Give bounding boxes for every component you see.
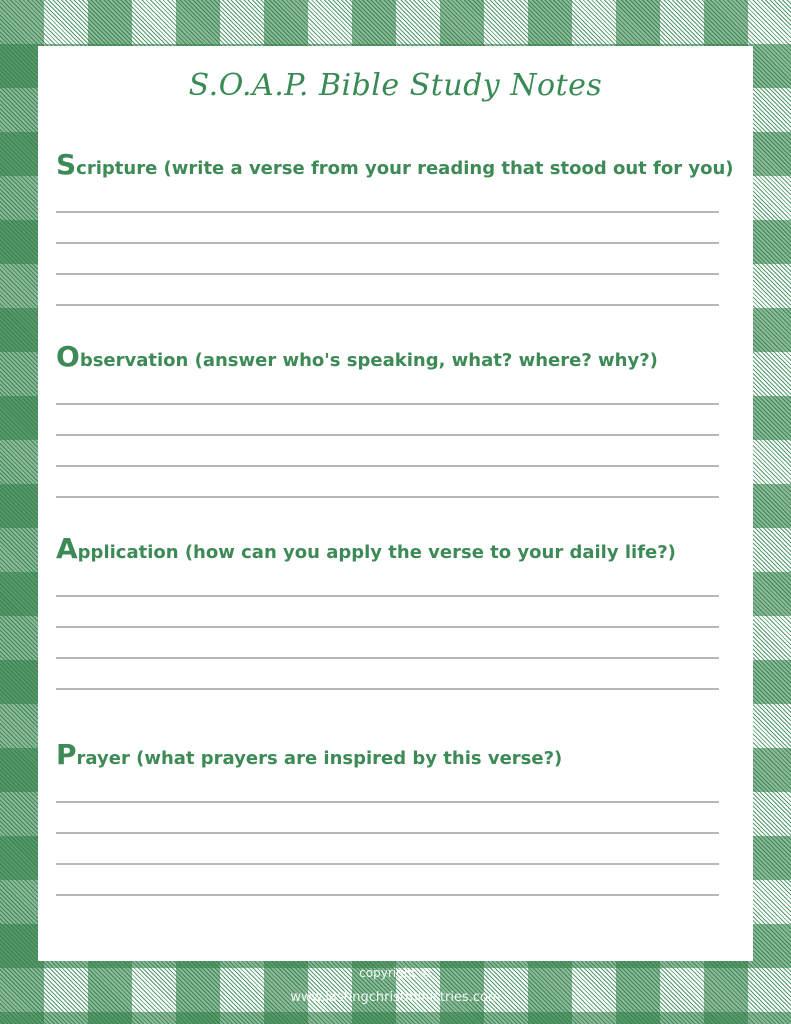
observation-section bbox=[56, 340, 719, 527]
scripture-initial: S bbox=[56, 148, 77, 181]
writing-line[interactable] bbox=[56, 863, 719, 865]
writing-line[interactable] bbox=[56, 211, 719, 213]
prayer-writing-lines[interactable] bbox=[56, 801, 719, 896]
application-initial: A bbox=[56, 532, 78, 565]
writing-line[interactable] bbox=[56, 595, 719, 597]
writing-line[interactable] bbox=[56, 496, 719, 498]
writing-line[interactable] bbox=[56, 657, 719, 659]
writing-line[interactable] bbox=[56, 434, 719, 436]
writing-line[interactable] bbox=[56, 801, 719, 803]
writing-line[interactable] bbox=[56, 832, 719, 834]
website-url: www.lastingchristministries.com bbox=[290, 990, 501, 1005]
application-section bbox=[56, 532, 719, 719]
application-heading bbox=[56, 532, 719, 565]
prayer-heading bbox=[56, 738, 719, 771]
writing-line[interactable] bbox=[56, 465, 719, 467]
writing-line[interactable] bbox=[56, 304, 719, 306]
writing-line[interactable] bbox=[56, 403, 719, 405]
application-writing-lines[interactable] bbox=[56, 595, 719, 690]
worksheet-page bbox=[38, 46, 753, 961]
scripture-prompt: cripture (write a verse from your reading that stood out for you) bbox=[76, 158, 734, 179]
writing-line[interactable] bbox=[56, 273, 719, 275]
page-title: S.O.A.P. Bible Study Notes bbox=[188, 68, 603, 103]
observation-prompt: bservation (answer who's speaking, what? where? why?) bbox=[79, 350, 658, 371]
writing-line[interactable] bbox=[56, 242, 719, 244]
writing-line[interactable] bbox=[56, 688, 719, 690]
writing-line[interactable] bbox=[56, 894, 719, 896]
observation-writing-lines[interactable] bbox=[56, 403, 719, 498]
prayer-section bbox=[56, 738, 719, 925]
prayer-prompt: rayer (what prayers are inspired by this verse?) bbox=[76, 748, 563, 769]
writing-line[interactable] bbox=[56, 626, 719, 628]
scripture-writing-lines[interactable] bbox=[56, 211, 719, 306]
observation-initial: O bbox=[56, 340, 80, 373]
scripture-section bbox=[56, 148, 734, 335]
scripture-heading bbox=[56, 148, 734, 181]
prayer-initial: P bbox=[56, 738, 77, 771]
application-prompt: pplication (how can you apply the verse to your daily life?) bbox=[77, 542, 676, 563]
observation-heading bbox=[56, 340, 719, 373]
copyright-notice: copyright © bbox=[359, 966, 432, 980]
